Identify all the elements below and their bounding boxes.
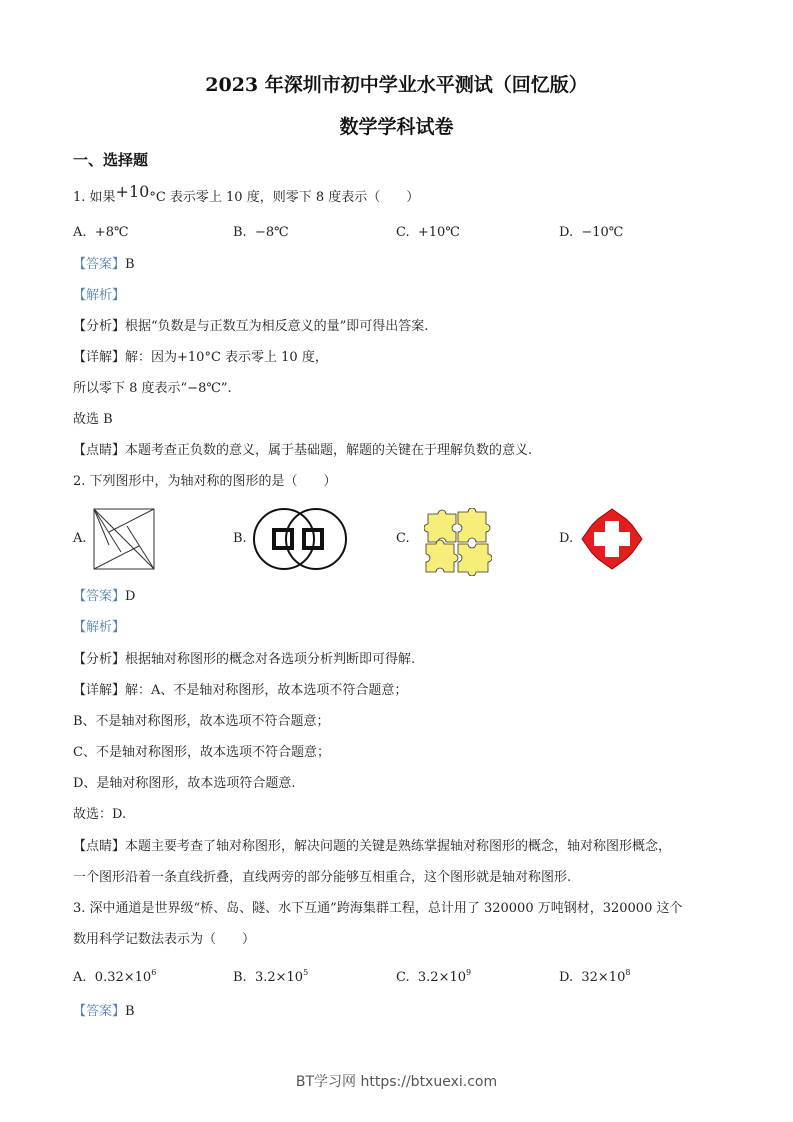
interlocking-circles-figure: [253, 506, 347, 572]
q3-option-a: A. $0.32\times 10^6$: [73, 968, 157, 985]
q3-option-c: C. $3.2\times 10^9$: [396, 968, 472, 985]
q2-option-d-label: D.: [559, 531, 574, 546]
q1-fenxi: 【分析】根据“负数是与正数互为相反意义的量”即可得出答案.: [73, 319, 429, 334]
q1-option-a: A. +8℃: [73, 225, 129, 240]
q1-dianjing: 【点睛】本题考查正负数的意义，属于基础题，解题的关键在于理解负数的意义.: [73, 443, 533, 458]
q3-option-b: B. $3.2\times 10^5$: [233, 968, 309, 985]
question-2-stem: 2. 下列图形中，为轴对称的图形的是（ ）: [73, 474, 337, 489]
q2-line-d: D、是轴对称图形，故本选项符合题意.: [73, 776, 296, 791]
q2-dianjing: 【点睛】本题主要考查了轴对称图形，解决问题的关键是熟练掌握轴对称图形的概念，轴对称图形概念，: [73, 839, 672, 854]
q2-dianjing-2: 一个图形沿着一条直线折叠，直线两旁的部分能够互相重合，这个图形就是轴对称图形.: [73, 870, 572, 885]
q2-answer: 【答案】D: [73, 589, 136, 604]
q2-option-c-label: C.: [396, 531, 410, 546]
q1-line2: 所以零下 8 度表示“−8℃”.: [73, 381, 232, 396]
footer-watermark-link[interactable]: BT学习网 https://btxuexi.com: [295, 1074, 498, 1090]
question-3-stem-2: 数用科学记数法表示为（ ）: [73, 932, 256, 947]
question-1-stem: 1. 如果+10°C 表示零上 10 度，则零下 8 度表示（ ）: [73, 182, 420, 205]
q1-option-b: B. −8℃: [233, 225, 289, 240]
q1-answer: 【答案】B: [73, 257, 135, 272]
q2-option-a-label: A.: [73, 531, 87, 546]
q2-xiangjie: 【详解】解：A、不是轴对称图形，故本选项不符合题意；: [73, 683, 408, 698]
q1-expr: +10: [115, 182, 150, 201]
page-title: 2023 年深圳市初中学业水平测试（回忆版）: [205, 74, 588, 96]
q2-fenxi: 【分析】根据轴对称图形的概念对各选项分析判断即可得解.: [73, 652, 416, 667]
question-3-stem: 3. 深中通道是世界级“桥、岛、隧、水下互通”跨海集群工程，总计用了 320000 万吨钢材，320000 这个: [73, 901, 683, 916]
q2-analysis-tag: 【解析】: [73, 620, 126, 635]
q2-line-b: B、不是轴对称图形，故本选项不符合题意；: [73, 714, 330, 729]
red-cross-figure: [580, 507, 644, 571]
q3-option-d: D. $32\times 10^8$: [559, 968, 631, 985]
section-heading: 一、选择题: [73, 151, 149, 169]
q1-analysis-tag: 【解析】: [73, 288, 126, 303]
q3-answer: 【答案】B: [73, 1004, 135, 1019]
q1-option-d: D. −10℃: [559, 225, 624, 240]
q1-xiangjie: 【详解】解：因为+10°C 表示零上 10 度，: [73, 350, 328, 365]
yellow-puzzle-figure: [424, 508, 492, 576]
q2-line-c: C、不是轴对称图形，故本选项不符合题意；: [73, 745, 330, 760]
q2-option-b-label: B.: [233, 531, 247, 546]
square-pinwheel-figure: [93, 508, 155, 570]
q1-option-c: C. +10℃: [396, 225, 460, 240]
q2-conclusion: 故选：D.: [73, 807, 127, 822]
page-subtitle: 数学学科试卷: [339, 116, 454, 138]
q1-line3: 故选 B: [73, 412, 113, 427]
